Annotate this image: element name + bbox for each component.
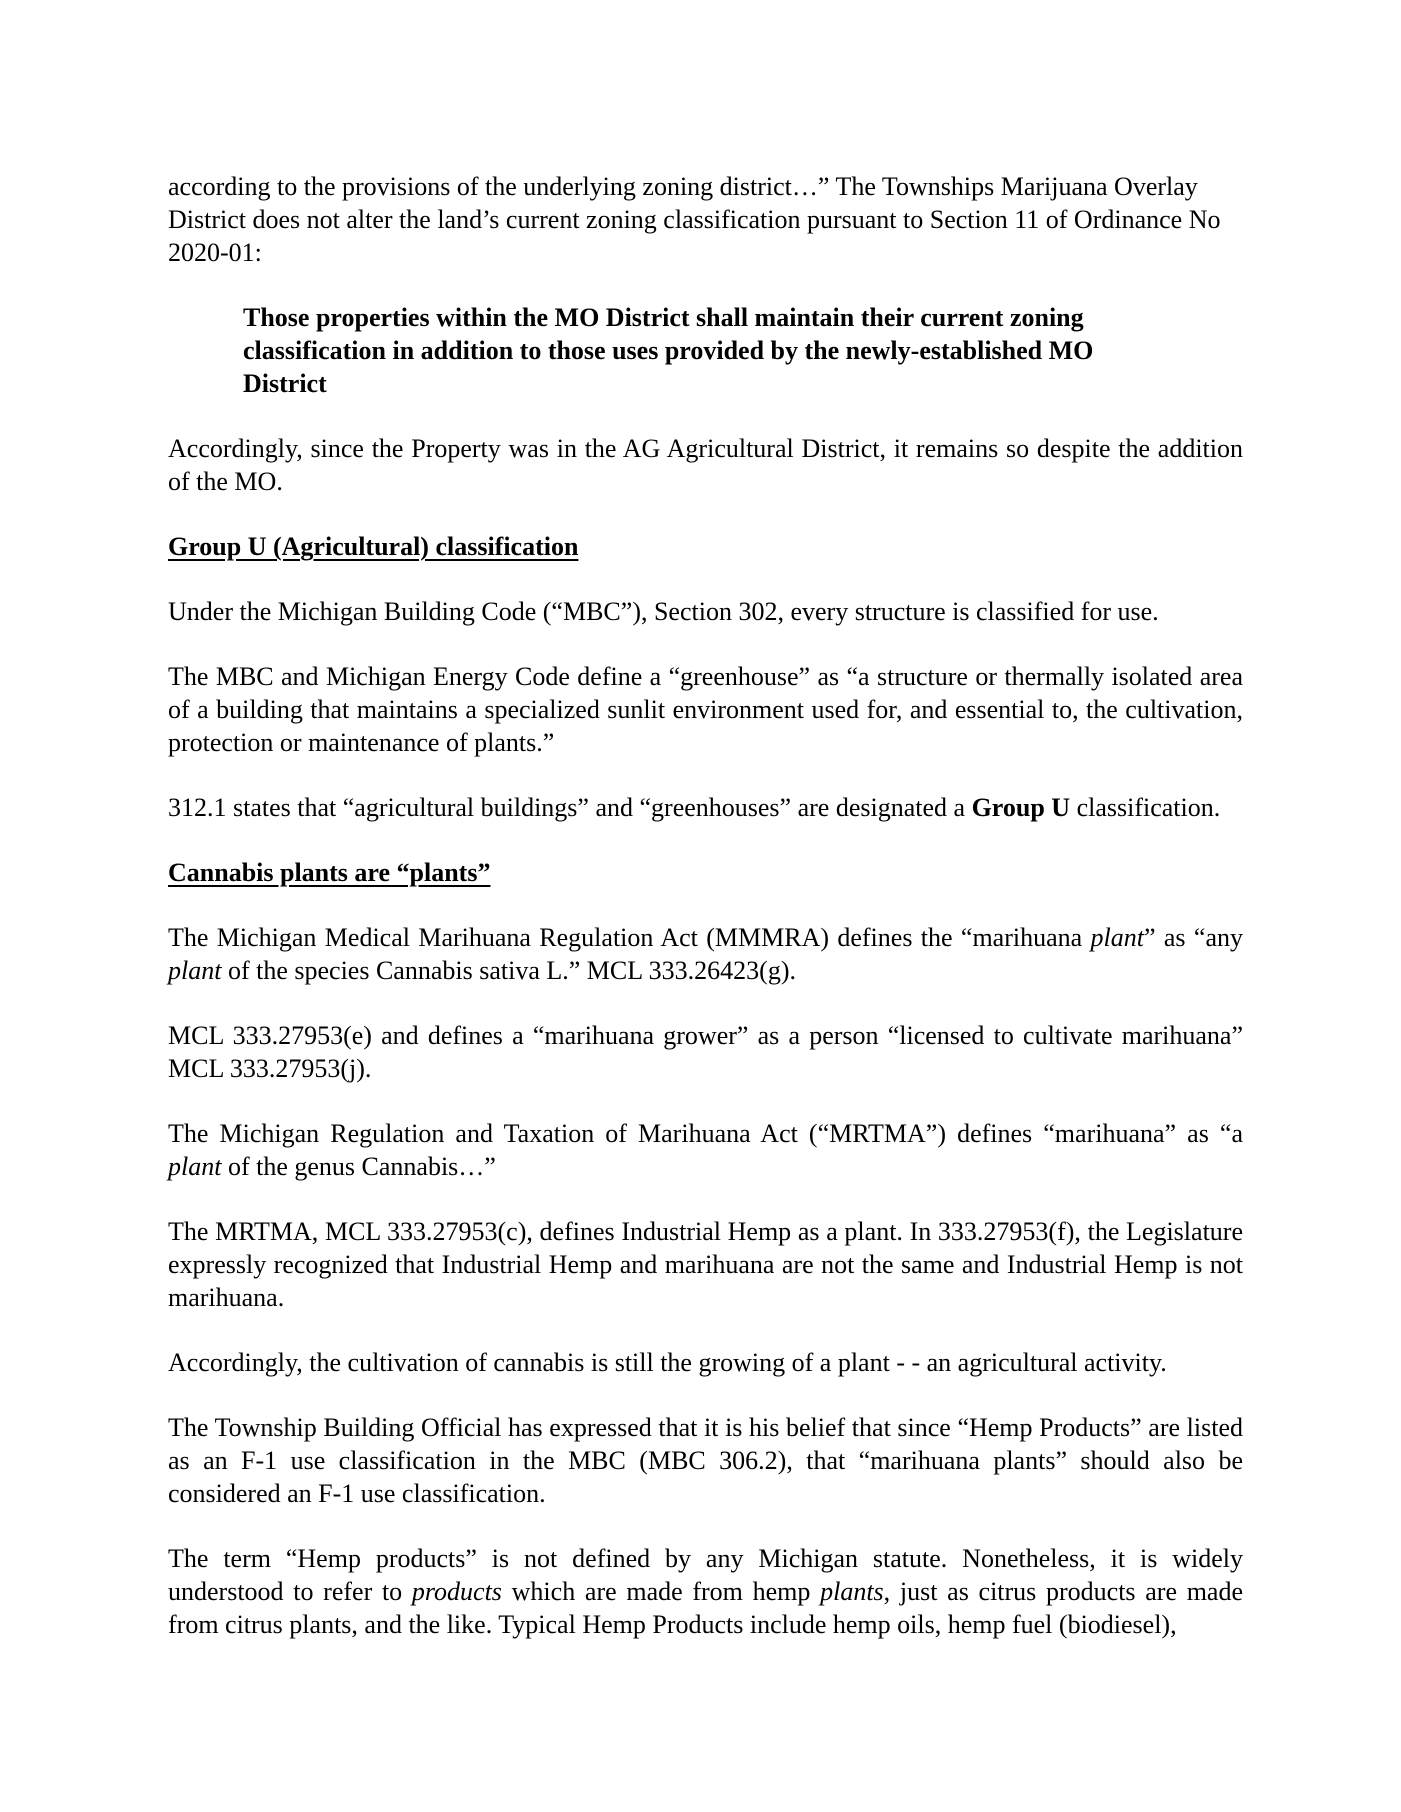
paragraph-marihuana-grower — [168, 1019, 1243, 1085]
paragraph-hemp-products-term — [168, 1542, 1243, 1641]
text-run: 312.1 states that “agricultural buildings” and “greenhouses” are designated a — [168, 793, 972, 822]
paragraph-mbc-section-302 — [168, 595, 1243, 628]
text-run-italic: plants — [820, 1577, 884, 1606]
text-run: The MRTMA, MCL 333.27953(c), defines Industrial Hemp as a plant. In 333.27953(f), the Legislature expressly recognized that Industrial Hemp and marihuana are not the same and Industrial Hemp is not marihuana. — [168, 1217, 1243, 1312]
paragraph-underlying-zoning — [168, 170, 1243, 269]
paragraph-township-building-official — [168, 1411, 1243, 1510]
text-run: of the species Cannabis sativa L.” MCL 333.26423(g). — [221, 956, 796, 985]
heading-cannabis-plants — [168, 856, 1243, 889]
text-run: The Michigan Medical Marihuana Regulation Act (MMMRA) defines the “marihuana — [168, 923, 1091, 952]
text-run-italic: plant — [1090, 923, 1144, 952]
text-run-italic: plant — [168, 956, 222, 985]
heading-group-u-classification — [168, 530, 1243, 563]
paragraph-mrtma-definition — [168, 1117, 1243, 1183]
text-run-bold: Group U — [971, 793, 1071, 822]
text-run: which are made from hemp — [501, 1577, 821, 1606]
paragraph-mmmra-definition — [168, 921, 1243, 987]
heading-text: Cannabis plants are “plants” — [168, 858, 491, 887]
text-run: The MBC and Michigan Energy Code define a “greenhouse” as “a structure or thermally isolated area of a building that maintains a specialized sunlit environment used for, and essential to, the cultivation, protection or maintenance of plants.” — [168, 662, 1243, 757]
text-run: The Michigan Regulation and Taxation of Marihuana Act (“MRTMA”) defines “marihuana” as “a — [168, 1119, 1243, 1148]
paragraph-312-1-group-u — [168, 791, 1243, 824]
paragraph-ag-district-remains — [168, 432, 1243, 498]
text-run: MCL 333.27953(e) and defines a “marihuana grower” as a person “licensed to cultivate marihuana” MCL 333.27953(j). — [168, 1021, 1243, 1083]
text-run: ” as “any — [1144, 923, 1243, 952]
heading-text: Group U (Agricultural) classification — [168, 532, 579, 561]
text-run-italic: plant — [168, 1152, 222, 1181]
text-run: Those properties within the MO District shall maintain their current zoning classification in addition to those uses provided by the newly-established MO District — [243, 303, 1094, 398]
text-run: The term “Hemp products” is not defined by any Michigan statute. Nonetheless, it is widely understood to refer to — [168, 1544, 1243, 1606]
paragraph-industrial-hemp — [168, 1215, 1243, 1314]
text-run: Accordingly, since the Property was in the AG Agricultural District, it remains so despite the addition of the MO. — [168, 434, 1243, 496]
paragraph-agricultural-activity — [168, 1346, 1243, 1379]
text-run: classification. — [1070, 793, 1221, 822]
text-run: The Township Building Official has expressed that it is his belief that since “Hemp Products” are listed as an F-1 use classification in the MBC (MBC 306.2), that “marihuana plants” should also be considered an F-1 use classification. — [168, 1413, 1243, 1508]
text-run: Under the Michigan Building Code (“MBC”), Section 302, every structure is classified for use. — [168, 597, 1159, 626]
text-run: , just as citrus products are made from citrus plants, and the like. Typical Hemp Products include hemp oils, hemp fuel (biodiesel), — [168, 1577, 1244, 1639]
text-run: of the genus Cannabis…” — [221, 1152, 496, 1181]
text-run: Accordingly, the cultivation of cannabis is still the growing of a plant - - an agricultural activity. — [168, 1348, 1167, 1377]
text-run-italic: products — [411, 1577, 502, 1606]
blockquote-ordinance-excerpt — [243, 301, 1158, 400]
paragraph-greenhouse-definition — [168, 660, 1243, 759]
text-run: according to the provisions of the underlying zoning district…” The Townships Marijuana Overlay District does not alter the land’s current zoning classification pursuant to Section 11 of Ordinance No 2020-01: — [168, 172, 1221, 267]
